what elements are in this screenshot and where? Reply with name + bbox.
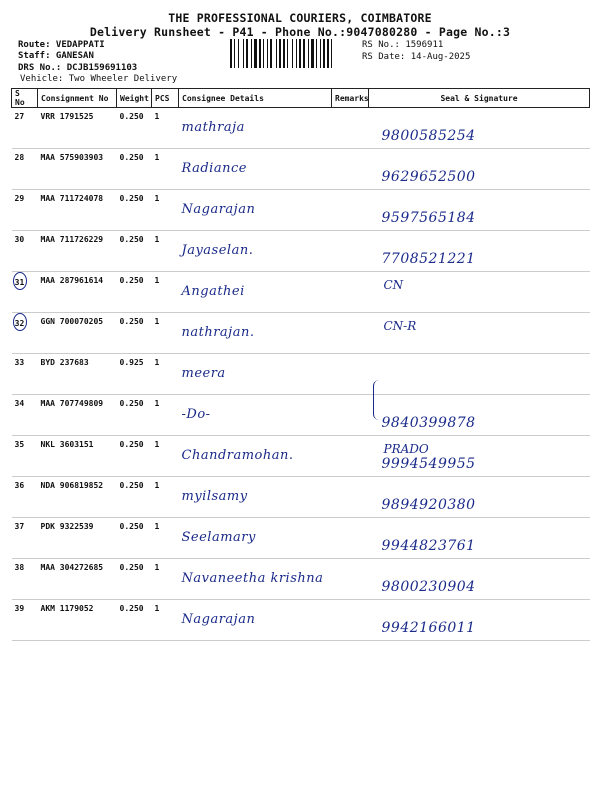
consignee-name: Seelamary [181, 530, 256, 545]
weight-cell: 0.250 [119, 235, 144, 244]
sno-cell: 34 [14, 399, 25, 408]
pcs-cell: 1 [154, 194, 160, 203]
pcs-cell: 1 [154, 440, 160, 449]
remarks-cell [332, 600, 369, 641]
barcode [230, 39, 358, 68]
pcs-cell: 1 [154, 235, 160, 244]
signature-phone: 9994549955 [381, 456, 476, 472]
sno-cell: 30 [14, 235, 25, 244]
signature-cell [372, 477, 587, 517]
remarks-cell [332, 436, 369, 477]
weight-cell: 0.250 [119, 604, 144, 613]
weight-cell: 0.250 [119, 522, 144, 531]
signature-phone: 9944823761 [381, 538, 476, 554]
signature-phone: 9840399878 [381, 415, 476, 431]
pcs-cell: 1 [154, 276, 160, 285]
table-row [12, 108, 590, 149]
consignee-name: Angathei [181, 284, 245, 299]
signature-phone: 9894920380 [381, 497, 476, 513]
signature-phone: 9800230904 [381, 579, 476, 595]
table-row [12, 272, 590, 313]
consignee-name: Nagarajan [181, 612, 256, 627]
company-title: THE PROFESSIONAL COURIERS, COIMBATORE [168, 11, 432, 25]
col-weight: Weight [117, 89, 152, 108]
col-sno: S No [12, 89, 38, 108]
remarks-cell [332, 354, 369, 395]
signature-cell [372, 436, 587, 476]
consignment-cell: NKL 3603151 [40, 440, 94, 449]
weight-cell: 0.250 [119, 153, 144, 162]
sno-cell: 29 [14, 194, 25, 203]
sno-cell: 32 [13, 313, 27, 331]
vehicle-label: Vehicle: Two Wheeler Delivery [20, 74, 178, 84]
weight-cell: 0.250 [119, 481, 144, 490]
signature-cell [372, 313, 587, 353]
consignment-cell: BYD 237683 [40, 358, 89, 367]
sno-cell: 36 [14, 481, 25, 490]
sno-cell: 27 [14, 112, 25, 121]
col-pcs: PCS [152, 89, 179, 108]
weight-cell: 0.250 [119, 194, 144, 203]
signature-cell [372, 518, 587, 558]
weight-cell: 0.250 [119, 276, 144, 285]
sno-cell: 37 [14, 522, 25, 531]
remarks-cell [332, 190, 369, 231]
consignment-cell: MAA 707749809 [40, 399, 104, 408]
rs-date: RS Date: 14-Aug-2025 [362, 52, 471, 62]
sno-cell: 33 [14, 358, 25, 367]
table-row [12, 518, 590, 559]
consignee-name: Radiance [181, 161, 247, 176]
signature-cell [372, 395, 587, 435]
pcs-cell: 1 [154, 399, 160, 408]
weight-cell: 0.250 [119, 440, 144, 449]
remarks-cell [332, 231, 369, 272]
pcs-cell: 1 [154, 112, 160, 121]
bracket-mark [373, 380, 382, 420]
signature-name: CN-R [383, 319, 417, 333]
col-consignment: Consignment No [38, 89, 117, 108]
signature-phone: 7708521221 [381, 251, 476, 267]
consignee-name: Nagarajan [181, 202, 256, 217]
remarks-cell [332, 149, 369, 190]
table-row [12, 231, 590, 272]
sno-cell: 28 [14, 153, 25, 162]
signature-phone: 9800585254 [381, 128, 476, 144]
consignment-cell: MAA 304272685 [40, 563, 104, 572]
pcs-cell: 1 [154, 317, 160, 326]
signature-phone: 9942166011 [381, 620, 476, 636]
rs-number: RS No.: 1596911 [362, 40, 444, 50]
table-row [12, 477, 590, 518]
signature-cell [372, 190, 587, 230]
pcs-cell: 1 [154, 604, 160, 613]
consignment-cell: VRR 1791525 [40, 112, 94, 121]
consignee-name: -Do- [181, 407, 211, 422]
signature-name: PRADO [383, 442, 429, 456]
remarks-cell [332, 272, 369, 313]
remarks-cell [332, 313, 369, 354]
remarks-cell [332, 477, 369, 518]
remarks-cell [332, 108, 369, 149]
signature-cell [372, 559, 587, 599]
table-row [12, 149, 590, 190]
consignee-name: Chandramohan. [181, 448, 294, 463]
table-row [12, 436, 590, 477]
remarks-cell [332, 395, 369, 436]
signature-name: CN [383, 278, 404, 292]
consignment-cell: GGN 700070205 [40, 317, 104, 326]
col-signature: Seal & Signature [369, 89, 590, 108]
weight-cell: 0.250 [119, 112, 144, 121]
signature-cell [372, 354, 587, 394]
consignee-name: meera [181, 366, 226, 381]
consignment-cell: MAA 287961614 [40, 276, 104, 285]
table-header-row [12, 89, 590, 108]
consignee-name: myilsamy [181, 489, 248, 504]
consignment-cell: MAA 711726229 [40, 235, 104, 244]
pcs-cell: 1 [154, 153, 160, 162]
pcs-cell: 1 [154, 563, 160, 572]
consignment-cell: AKM 1179052 [40, 604, 94, 613]
consignment-cell: MAA 575903903 [40, 153, 104, 162]
col-consignee: Consignee Details [179, 89, 332, 108]
sno-cell: 38 [14, 563, 25, 572]
consignee-name: mathraja [181, 120, 245, 135]
table-row [12, 354, 590, 395]
sno-cell: 31 [13, 272, 27, 290]
col-remarks: Remarks [332, 89, 369, 108]
consignee-name: nathrajan. [181, 325, 255, 340]
table-row [12, 600, 590, 641]
remarks-cell [332, 518, 369, 559]
runsheet-table [11, 88, 590, 641]
consignee-name: Navaneetha krishna [181, 571, 324, 586]
consignment-cell: PDK 9322539 [40, 522, 94, 531]
weight-cell: 0.250 [119, 317, 144, 326]
weight-cell: 0.925 [119, 358, 144, 367]
table-row [12, 559, 590, 600]
signature-cell [372, 600, 587, 640]
signature-cell [372, 272, 587, 312]
signature-cell [372, 108, 587, 148]
pcs-cell: 1 [154, 358, 160, 367]
signature-phone: 9629652500 [381, 169, 476, 185]
weight-cell: 0.250 [119, 563, 144, 572]
pcs-cell: 1 [154, 481, 160, 490]
consignment-cell: NDA 906819852 [40, 481, 104, 490]
runsheet-subtitle: Delivery Runsheet - P41 - Phone No.:9047080280 - Page No.:3 [89, 25, 511, 39]
table-row [12, 313, 590, 354]
signature-cell [372, 231, 587, 271]
weight-cell: 0.250 [119, 399, 144, 408]
signature-phone: 9597565184 [381, 210, 476, 226]
sno-cell: 35 [14, 440, 25, 449]
consignment-cell: MAA 711724078 [40, 194, 104, 203]
table-row [12, 395, 590, 436]
route-label: Route: VEDAPPATI [18, 40, 105, 50]
sno-cell: 39 [14, 604, 25, 613]
drs-label: DRS No.: DCJB159691103 [18, 63, 138, 73]
table-row [12, 190, 590, 231]
signature-cell [372, 149, 587, 189]
remarks-cell [332, 559, 369, 600]
staff-label: Staff: GANESAN [18, 51, 94, 61]
consignee-name: Jayaselan. [181, 243, 254, 258]
pcs-cell: 1 [154, 522, 160, 531]
